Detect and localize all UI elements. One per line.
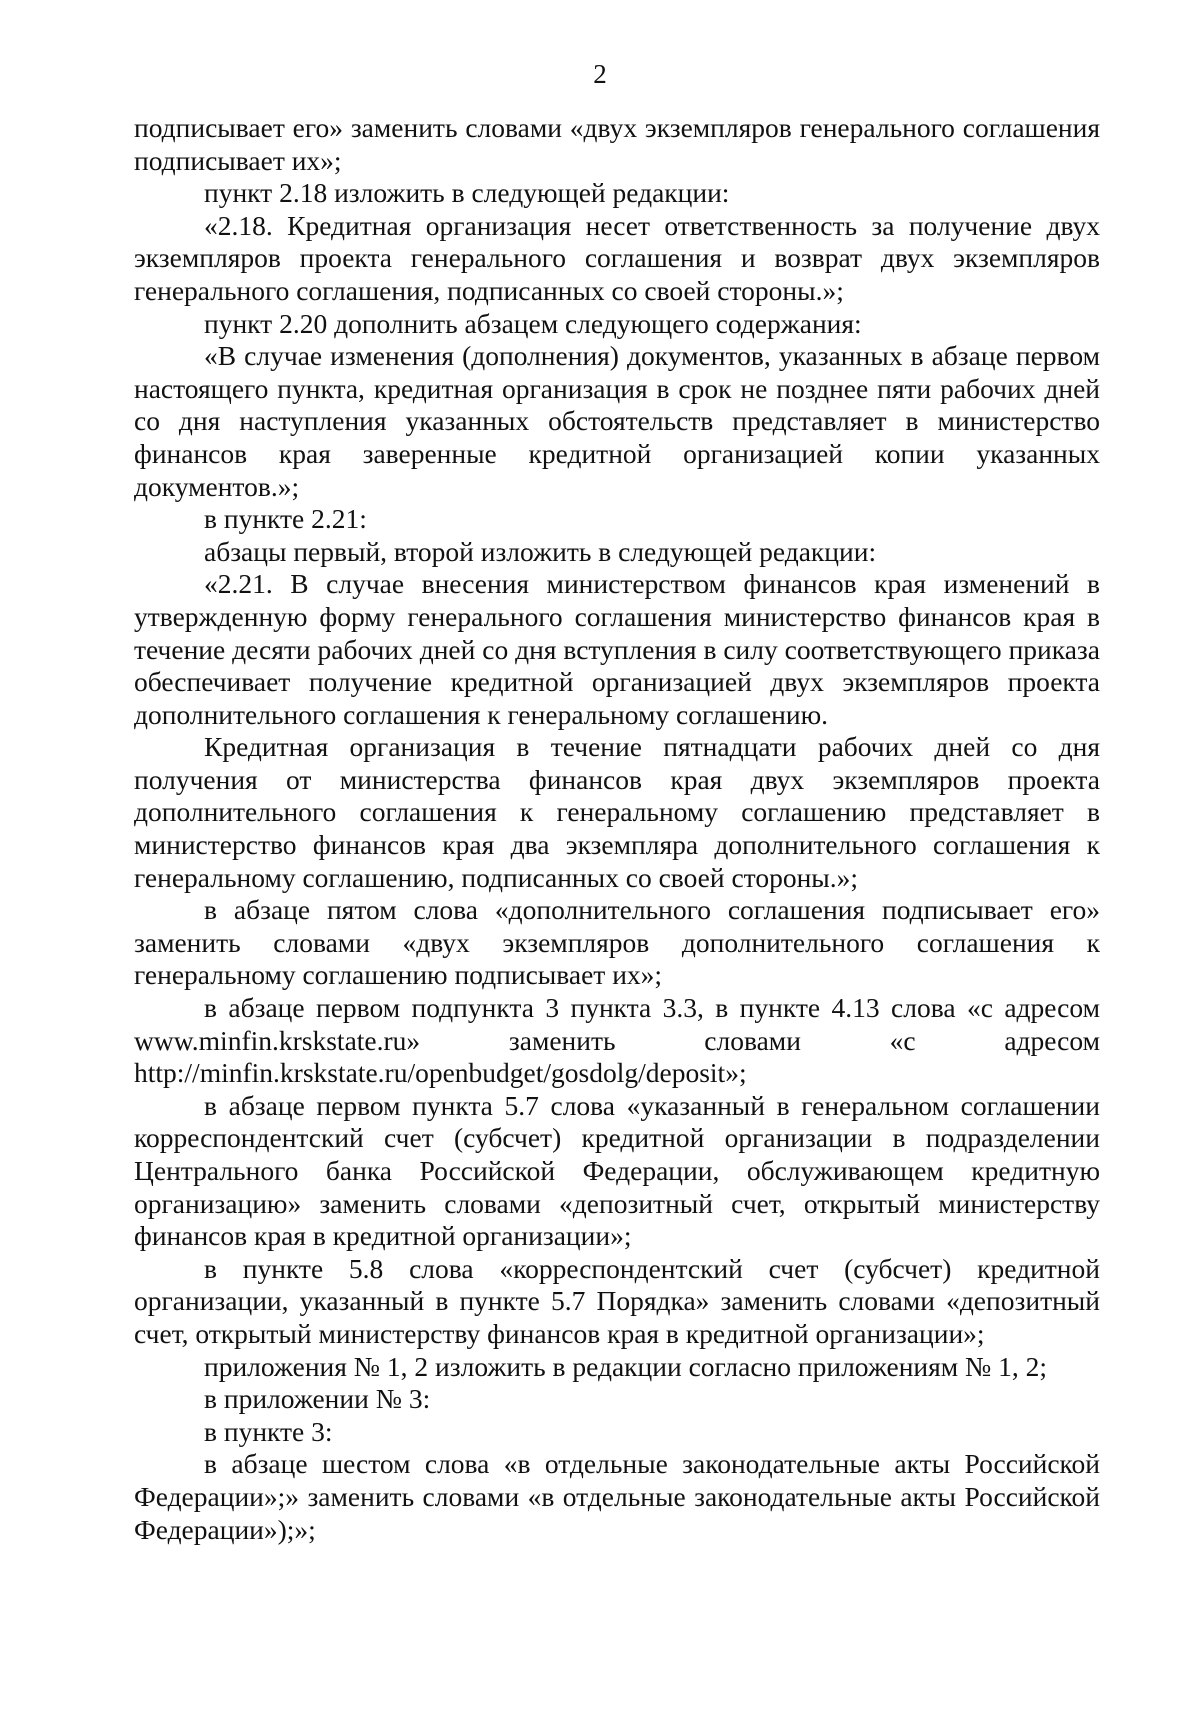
paragraph: Кредитная организация в течение пятнадцати рабочих дней со дня получения от министерства финансов края двух экземпляров проекта дополнительного соглашения к генеральному соглашению представляет в министерство финансов края два экземпляра дополнительного соглашения к генеральному соглашению, подписанных со своей стороны.»; — [134, 731, 1100, 893]
paragraph: «В случае изменения (дополнения) документов, указанных в абзаце первом настоящего пункта, кредитная организация в срок не позднее пяти рабочих дней со дня наступления указанных обстоятельств представляет в министерство финансов края заверенные кредитной организацией копии указанных документов.»; — [134, 340, 1100, 502]
paragraph: «2.18. Кредитная организация несет ответственность за получение двух экземпляров проекта генерального соглашения и возврат двух экземпляров генерального соглашения, подписанных со своей стороны.»; — [134, 209, 1100, 306]
page-number: 2 — [593, 59, 607, 89]
paragraph: в пункте 2.21: — [204, 503, 367, 535]
paragraph: в абзаце шестом слова «в отдельные законодательные акты Российской Федерации»;» заменить словами «в отдельные законодательные акты Российской Федерации»);»; — [134, 1448, 1100, 1545]
paragraph: пункт 2.18 изложить в следующей редакции: — [204, 177, 730, 209]
document-body — [134, 112, 1100, 1546]
paragraph: в пункте 5.8 слова «корреспондентский счет (субсчет) кредитной организации, указанный в пункте 5.7 Порядка» заменить словами «депозитный счет, открытый министерству финансов края в кредитной организации»; — [134, 1252, 1100, 1349]
paragraph: в абзаце первом пункта 5.7 слова «указанный в генеральном соглашении корреспондентский счет (субсчет) кредитной организации в подразделении Центрального банка Российской Федерации, обслуживающем кредитную организацию» заменить словами «депозитный счет, открытый министерству финансов края в кредитной организации»; — [134, 1089, 1100, 1252]
paragraph: «2.21. В случае внесения министерством финансов края изменений в утвержденную форму генерального соглашения министерство финансов края в течение десяти рабочих дней со дня вступления в силу соответствующего приказа обеспечивает получение кредитной организацией двух экземпляров проекта дополнительного соглашения к генеральному соглашению. — [134, 568, 1100, 730]
paragraph: в абзаце первом подпункта 3 пункта 3.3, в пункте 4.13 слова «с адресом www.minfin.krskstate.ru» заменить словами «с адресом http://minfin.krskstate.ru/openbudget/gosdolg/deposit»; — [134, 992, 1100, 1089]
paragraph: в приложении № 3: — [204, 1383, 431, 1415]
paragraph: пункт 2.20 дополнить абзацем следующего содержания: — [204, 307, 862, 339]
paragraph: абзацы первый, второй изложить в следующей редакции: — [204, 535, 877, 567]
paragraph: в пункте 3: — [204, 1415, 333, 1447]
paragraph: в абзаце пятом слова «дополнительного соглашения подписывает его» заменить словами «двух экземпляров дополнительного соглашения к генеральному соглашению подписывает их»; — [134, 894, 1100, 991]
paragraph: подписывает его» заменить словами «двух экземпляров генерального соглашения подписывает их»; — [134, 112, 1100, 176]
paragraph: приложения № 1, 2 изложить в редакции согласно приложениям № 1, 2; — [204, 1350, 1048, 1382]
